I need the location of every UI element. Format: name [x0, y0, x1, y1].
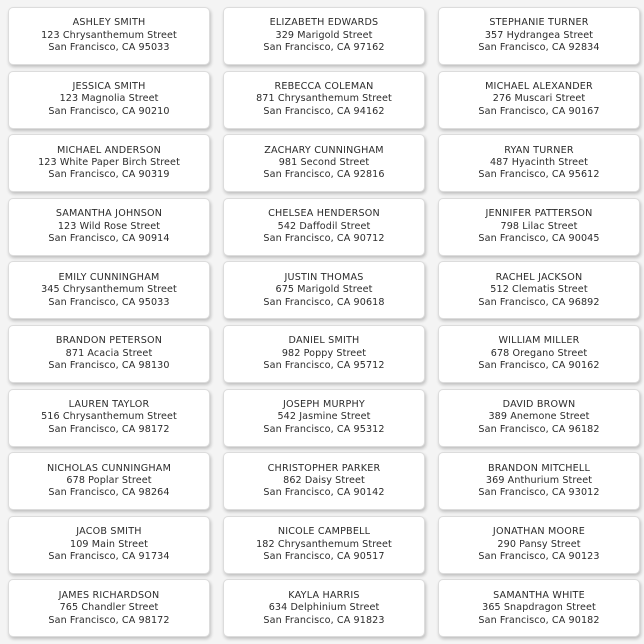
city-state-zip: San Francisco, CA 95033	[48, 296, 170, 308]
address-label	[438, 452, 640, 510]
recipient-name: DAVID BROWN	[502, 398, 576, 410]
recipient-name: EMILY CUNNINGHAM	[58, 271, 160, 283]
address-label	[8, 452, 210, 510]
city-state-zip: San Francisco, CA 95612	[478, 169, 600, 181]
city-state-zip: San Francisco, CA 90167	[478, 105, 600, 117]
street-address: 862 Daisy Street	[283, 474, 365, 486]
recipient-name: CHRISTOPHER PARKER	[267, 462, 381, 474]
recipient-name: JACOB SMITH	[76, 526, 142, 538]
recipient-name: MICHAEL ALEXANDER	[485, 80, 593, 92]
label-grid	[8, 7, 640, 637]
city-state-zip: San Francisco, CA 90123	[478, 550, 600, 562]
street-address: 516 Chrysanthemum Street	[41, 411, 177, 423]
street-address: 123 Wild Rose Street	[57, 220, 161, 232]
recipient-name: NICHOLAS CUNNINGHAM	[46, 462, 172, 474]
recipient-name: WILLIAM MILLER	[498, 335, 580, 347]
street-address: 276 Muscari Street	[492, 93, 586, 105]
address-label	[8, 198, 210, 256]
city-state-zip: San Francisco, CA 98130	[48, 360, 170, 372]
city-state-zip: San Francisco, CA 95312	[263, 423, 385, 435]
recipient-name: ASHLEY SMITH	[72, 17, 146, 29]
city-state-zip: San Francisco, CA 94162	[263, 105, 385, 117]
address-label	[223, 198, 425, 256]
address-label	[438, 7, 640, 65]
address-label	[438, 261, 640, 319]
recipient-name: CHELSEA HENDERSON	[268, 208, 380, 220]
recipient-name: ELIZABETH EDWARDS	[269, 17, 379, 29]
street-address: 329 Marigold Street	[275, 29, 373, 41]
recipient-name: JAMES RICHARDSON	[58, 589, 160, 601]
recipient-name: RYAN TURNER	[504, 144, 574, 156]
address-label	[223, 71, 425, 129]
street-address: 123 Magnolia Street	[59, 93, 159, 105]
address-label	[223, 389, 425, 447]
street-address: 389 Anemone Street	[488, 411, 590, 423]
recipient-name: JENNIFER PATTERSON	[485, 208, 593, 220]
city-state-zip: San Francisco, CA 90914	[48, 232, 170, 244]
recipient-name: DANIEL SMITH	[288, 335, 360, 347]
recipient-name: MICHAEL ANDERSON	[57, 144, 161, 156]
street-address: 981 Second Street	[278, 156, 370, 168]
street-address: 634 Delphinium Street	[268, 602, 380, 614]
city-state-zip: San Francisco, CA 90045	[478, 232, 600, 244]
address-label	[438, 198, 640, 256]
city-state-zip: San Francisco, CA 90210	[48, 105, 170, 117]
recipient-name: RACHEL JACKSON	[495, 271, 583, 283]
city-state-zip: San Francisco, CA 90319	[48, 169, 170, 181]
recipient-name: LAUREN TAYLOR	[68, 398, 150, 410]
recipient-name: NICOLE CAMPBELL	[277, 526, 371, 538]
recipient-name: BRANDON MITCHELL	[487, 462, 591, 474]
address-label	[438, 516, 640, 574]
city-state-zip: San Francisco, CA 93012	[478, 487, 600, 499]
city-state-zip: San Francisco, CA 90142	[263, 487, 385, 499]
street-address: 675 Marigold Street	[275, 284, 373, 296]
recipient-name: SAMANTHA WHITE	[493, 589, 585, 601]
city-state-zip: San Francisco, CA 91823	[263, 614, 385, 626]
street-address: 798 Lilac Street	[500, 220, 578, 232]
recipient-name: STEPHANIE TURNER	[489, 17, 589, 29]
address-label	[223, 7, 425, 65]
address-label	[8, 134, 210, 192]
street-address: 487 Hyacinth Street	[489, 156, 589, 168]
address-label	[223, 134, 425, 192]
street-address: 365 Snapdragon Street	[482, 602, 596, 614]
address-label	[8, 7, 210, 65]
address-label	[8, 389, 210, 447]
address-label	[438, 325, 640, 383]
city-state-zip: San Francisco, CA 90618	[263, 296, 385, 308]
recipient-name: SAMANTHA JOHNSON	[55, 208, 163, 220]
address-label	[8, 71, 210, 129]
city-state-zip: San Francisco, CA 98264	[48, 487, 170, 499]
address-label	[8, 579, 210, 637]
city-state-zip: San Francisco, CA 96182	[478, 423, 600, 435]
address-label	[8, 261, 210, 319]
address-label	[8, 516, 210, 574]
city-state-zip: San Francisco, CA 98172	[48, 614, 170, 626]
city-state-zip: San Francisco, CA 95712	[263, 360, 385, 372]
address-label	[438, 71, 640, 129]
address-label	[223, 261, 425, 319]
city-state-zip: San Francisco, CA 91734	[48, 550, 170, 562]
city-state-zip: San Francisco, CA 95033	[48, 42, 170, 54]
city-state-zip: San Francisco, CA 90517	[263, 550, 385, 562]
recipient-name: REBECCA COLEMAN	[274, 80, 374, 92]
street-address: 678 Oregano Street	[490, 347, 588, 359]
city-state-zip: San Francisco, CA 96892	[478, 296, 600, 308]
city-state-zip: San Francisco, CA 92816	[263, 169, 385, 181]
recipient-name: JESSICA SMITH	[72, 80, 146, 92]
street-address: 109 Main Street	[70, 538, 148, 550]
city-state-zip: San Francisco, CA 98172	[48, 423, 170, 435]
recipient-name: JUSTIN THOMAS	[284, 271, 364, 283]
street-address: 369 Anthurium Street	[485, 474, 593, 486]
recipient-name: BRANDON PETERSON	[55, 335, 163, 347]
street-address: 290 Pansy Street	[497, 538, 581, 550]
street-address: 123 White Paper Birch Street	[38, 156, 180, 168]
street-address: 542 Jasmine Street	[277, 411, 371, 423]
address-label	[223, 516, 425, 574]
street-address: 678 Poplar Street	[66, 474, 152, 486]
city-state-zip: San Francisco, CA 90162	[478, 360, 600, 372]
recipient-name: ZACHARY CUNNINGHAM	[264, 144, 384, 156]
recipient-name: KAYLA HARRIS	[288, 589, 360, 601]
address-label	[438, 134, 640, 192]
address-label	[438, 389, 640, 447]
address-label	[438, 579, 640, 637]
address-label	[8, 325, 210, 383]
street-address: 871 Chrysanthemum Street	[256, 93, 392, 105]
street-address: 357 Hydrangea Street	[484, 29, 594, 41]
address-label	[223, 579, 425, 637]
address-label	[223, 325, 425, 383]
street-address: 123 Chrysanthemum Street	[41, 29, 177, 41]
city-state-zip: San Francisco, CA 97162	[263, 42, 385, 54]
city-state-zip: San Francisco, CA 90712	[263, 232, 385, 244]
city-state-zip: San Francisco, CA 92834	[478, 42, 600, 54]
street-address: 345 Chrysanthemum Street	[41, 284, 177, 296]
street-address: 512 Clematis Street	[490, 284, 588, 296]
street-address: 182 Chrysanthemum Street	[256, 538, 392, 550]
address-label	[223, 452, 425, 510]
city-state-zip: San Francisco, CA 90182	[478, 614, 600, 626]
street-address: 542 Daffodil Street	[277, 220, 371, 232]
recipient-name: JONATHAN MOORE	[492, 526, 586, 538]
street-address: 765 Chandler Street	[59, 602, 159, 614]
street-address: 871 Acacia Street	[65, 347, 153, 359]
street-address: 982 Poppy Street	[281, 347, 367, 359]
recipient-name: JOSEPH MURPHY	[282, 398, 365, 410]
